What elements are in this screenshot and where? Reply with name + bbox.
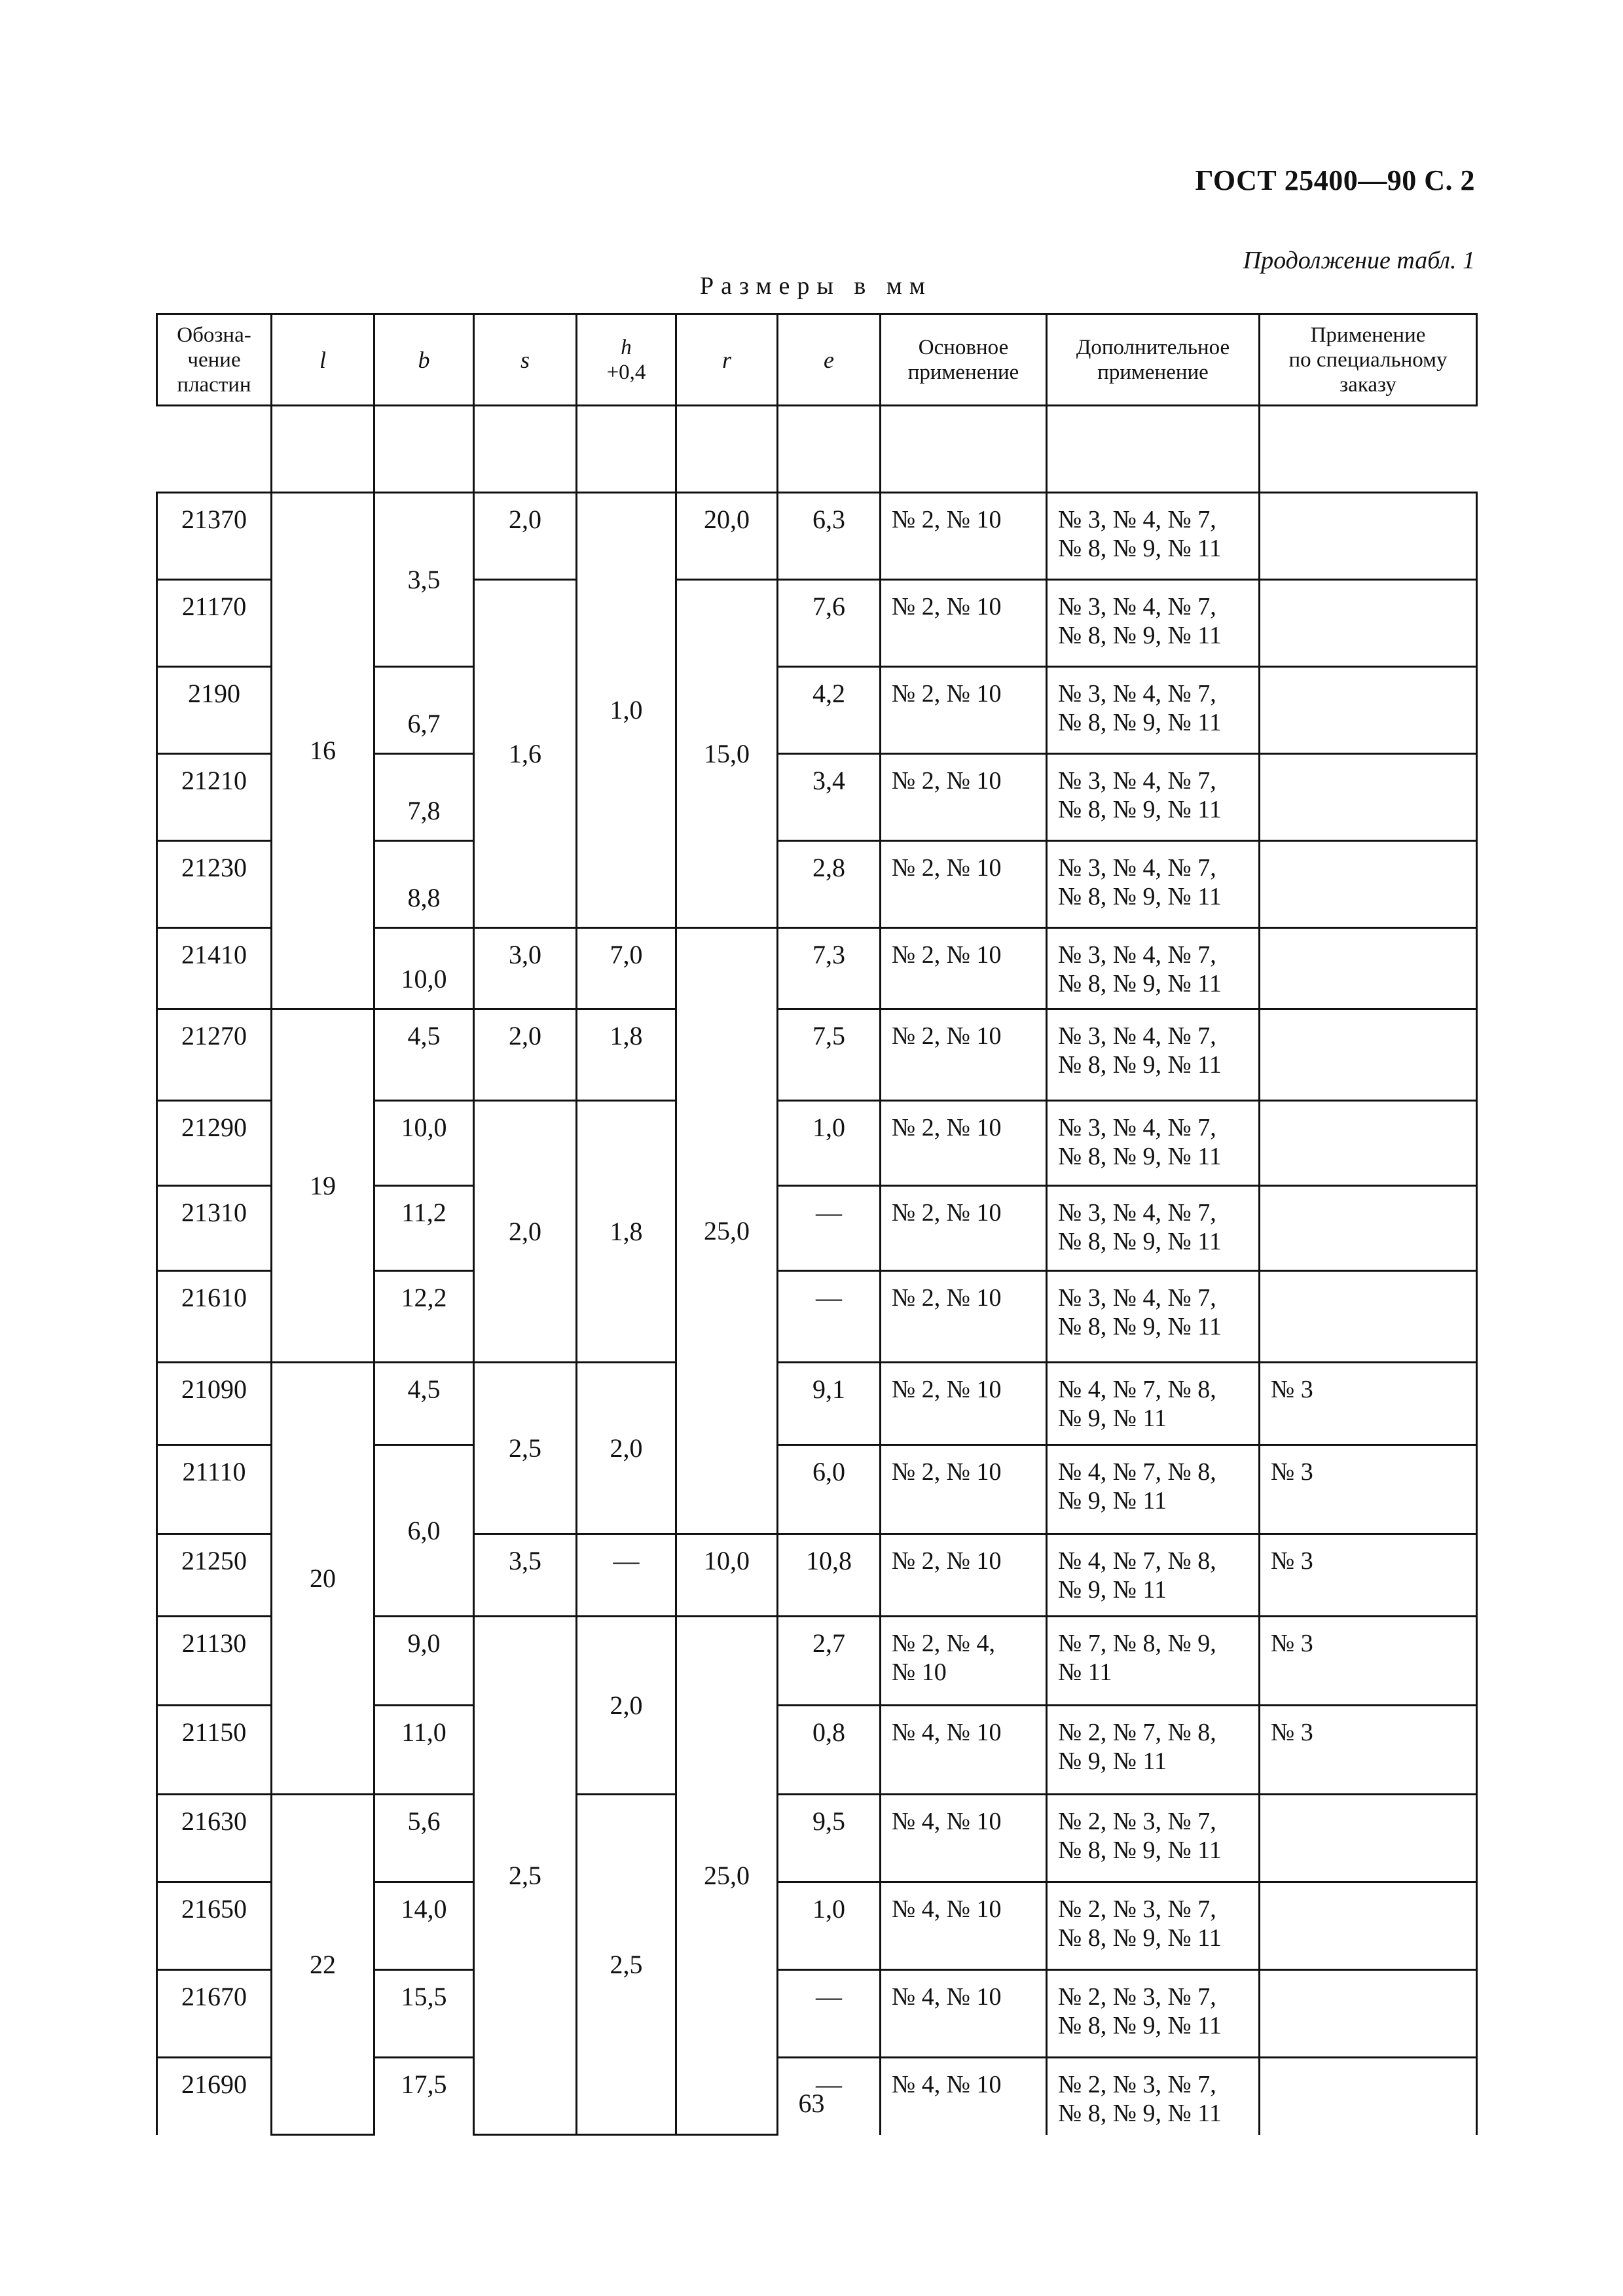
cell-h: 1,8	[577, 1101, 676, 1363]
cell-designation: 21690	[157, 2058, 272, 2135]
cell-b: 4,5	[374, 1009, 474, 1101]
cell-basic-application: № 2, № 10	[881, 1009, 1047, 1101]
cell-e: 7,6	[778, 580, 881, 667]
cell-h: 1,8	[577, 1009, 676, 1101]
cell-s: 2,5	[474, 1617, 577, 2135]
cell-designation: 2190	[157, 667, 272, 754]
cell-l: 16	[272, 493, 374, 1009]
cell-e: 9,5	[778, 1795, 881, 1882]
col-header-designation: Обозна- чение пластин	[157, 314, 272, 406]
cell-e: —	[778, 1970, 881, 2058]
table-row	[157, 1363, 1477, 1445]
cell-basic-application: № 2, № 4, № 10	[881, 1617, 1047, 1706]
col-header-h-symbol: h	[621, 335, 632, 359]
col-header-additional: Дополнительное применение	[1047, 314, 1260, 406]
cell-e: 6,0	[778, 1445, 881, 1534]
cell-basic-application: № 4, № 10	[881, 1706, 1047, 1795]
cell-special-order: № 3	[1260, 1617, 1477, 1706]
cell-designation: 21310	[157, 1186, 272, 1271]
cell-basic-application: № 2, № 10	[881, 1186, 1047, 1271]
cell-e: 3,4	[778, 754, 881, 841]
cell-b: 11,0	[374, 1706, 474, 1795]
cell-additional-application: № 4, № 7, № 8, № 9, № 11	[1047, 1445, 1260, 1534]
cell-designation: 21110	[157, 1445, 272, 1534]
col-header-special: Применение по специальному заказу	[1260, 314, 1477, 406]
col-header-s: s	[474, 314, 577, 406]
cell-e: 0,8	[778, 1706, 881, 1795]
cell-basic-application: № 2, № 10	[881, 754, 1047, 841]
cell-special-order	[1260, 1101, 1477, 1186]
cell-designation: 21210	[157, 754, 272, 841]
cell-designation: 21290	[157, 1101, 272, 1186]
cell-basic-application: № 2, № 10	[881, 1363, 1047, 1445]
cell-b: 17,5	[374, 2058, 474, 2135]
cell-e: 1,0	[778, 1882, 881, 1970]
cell-additional-application: № 3, № 4, № 7, № 8, № 9, № 11	[1047, 1186, 1260, 1271]
cell-s: 2,0	[474, 1101, 577, 1363]
cell-s: 1,6	[474, 580, 577, 928]
cell-special-order	[1260, 1186, 1477, 1271]
cell-additional-application: № 3, № 4, № 7, № 8, № 9, № 11	[1047, 1009, 1260, 1101]
cell-e: 7,3	[778, 928, 881, 1009]
cell-designation: 21170	[157, 580, 272, 667]
cell-basic-application: № 4, № 10	[881, 1970, 1047, 2058]
cell-designation: 21270	[157, 1009, 272, 1101]
cell-b: 11,2	[374, 1186, 474, 1271]
col-header-basic: Основное применение	[881, 314, 1047, 406]
cell-b: 15,5	[374, 1970, 474, 2058]
cell-designation: 21370	[157, 493, 272, 580]
cell-l: 20	[272, 1363, 374, 1795]
cell-designation: 21630	[157, 1795, 272, 1882]
cell-h: 7,0	[577, 928, 676, 1009]
cell-special-order	[1260, 928, 1477, 1009]
cell-e: 2,8	[778, 841, 881, 928]
cell-e: —	[778, 1271, 881, 1363]
cell-additional-application: № 3, № 4, № 7, № 8, № 9, № 11	[1047, 754, 1260, 841]
cell-l: 22	[272, 1795, 374, 2135]
cell-special-order	[1260, 1009, 1477, 1101]
cell-special-order	[1260, 841, 1477, 928]
cell-additional-application: № 2, № 3, № 7, № 8, № 9, № 11	[1047, 2058, 1260, 2135]
cell-special-order	[1260, 1882, 1477, 1970]
table-row	[157, 1009, 1477, 1101]
table-row	[157, 493, 1477, 580]
cell-special-order	[1260, 1271, 1477, 1363]
cell-additional-application: № 2, № 3, № 7, № 8, № 9, № 11	[1047, 1882, 1260, 1970]
col-header-h-tolerance: +0,4	[606, 360, 646, 384]
cell-r: 20,0	[676, 493, 778, 580]
cell-additional-application: № 3, № 4, № 7, № 8, № 9, № 11	[1047, 667, 1260, 754]
cell-e: —	[778, 2058, 881, 2135]
cell-r: 10,0	[676, 1534, 778, 1617]
cell-additional-application: № 3, № 4, № 7, № 8, № 9, № 11	[1047, 580, 1260, 667]
cell-basic-application: № 2, № 10	[881, 667, 1047, 754]
cell-special-order	[1260, 754, 1477, 841]
cell-r: 15,0	[676, 580, 778, 928]
cell-basic-application: № 2, № 10	[881, 1271, 1047, 1363]
plates-table	[156, 313, 1478, 2136]
cell-special-order: № 3	[1260, 1534, 1477, 1617]
cell-basic-application: № 4, № 10	[881, 1795, 1047, 1882]
cell-b: 12,2	[374, 1271, 474, 1363]
cell-basic-application: № 2, № 10	[881, 1445, 1047, 1534]
document-header: ГОСТ 25400—90 С. 2	[1195, 164, 1475, 196]
cell-additional-application: № 3, № 4, № 7, № 8, № 9, № 11	[1047, 1271, 1260, 1363]
cell-h: 1,0	[577, 493, 676, 928]
col-header-h	[577, 314, 676, 406]
cell-e: 7,5	[778, 1009, 881, 1101]
cell-special-order	[1260, 580, 1477, 667]
col-header-r: r	[676, 314, 778, 406]
cell-special-order	[1260, 1970, 1477, 2058]
cell-additional-application: № 3, № 4, № 7, № 8, № 9, № 11	[1047, 493, 1260, 580]
cell-e: 6,3	[778, 493, 881, 580]
cell-e: 2,7	[778, 1617, 881, 1706]
cell-h: 2,0	[577, 1363, 676, 1534]
cell-e: 9,1	[778, 1363, 881, 1445]
cell-additional-application: № 3, № 4, № 7, № 8, № 9, № 11	[1047, 841, 1260, 928]
cell-e: 10,8	[778, 1534, 881, 1617]
table-row	[157, 1795, 1477, 1882]
cell-special-order: № 3	[1260, 1363, 1477, 1445]
cell-b: 4,5	[374, 1363, 474, 1445]
cell-h: —	[577, 1534, 676, 1617]
cell-additional-application: № 3, № 4, № 7, № 8, № 9, № 11	[1047, 928, 1260, 1009]
cell-additional-application: № 4, № 7, № 8, № 9, № 11	[1047, 1363, 1260, 1445]
cell-basic-application: № 2, № 10	[881, 1534, 1047, 1617]
cell-designation: 21650	[157, 1882, 272, 1970]
cell-s: 3,0	[474, 928, 577, 1009]
units-caption: Размеры в мм	[700, 272, 932, 300]
cell-b: 8,8	[374, 841, 474, 928]
table-continuation-note: Продолжение табл. 1	[1243, 247, 1475, 274]
cell-special-order: № 3	[1260, 1445, 1477, 1534]
cell-b: 6,0	[374, 1445, 474, 1617]
cell-s: 2,0	[474, 1009, 577, 1101]
cell-r: 25,0	[676, 928, 778, 1534]
cell-designation: 21230	[157, 841, 272, 928]
cell-designation: 21250	[157, 1534, 272, 1617]
cell-additional-application: № 2, № 7, № 8, № 9, № 11	[1047, 1706, 1260, 1795]
cell-b: 14,0	[374, 1882, 474, 1970]
cell-h: 2,5	[577, 1795, 676, 2135]
cell-basic-application: № 2, № 10	[881, 580, 1047, 667]
col-header-l: l	[272, 314, 374, 406]
cell-basic-application: № 4, № 10	[881, 2058, 1047, 2135]
cell-e: —	[778, 1186, 881, 1271]
cell-basic-application: № 4, № 10	[881, 1882, 1047, 1970]
cell-h: 2,0	[577, 1617, 676, 1795]
cell-designation: 21610	[157, 1271, 272, 1363]
cell-additional-application: № 2, № 3, № 7, № 8, № 9, № 11	[1047, 1795, 1260, 1882]
cell-designation: 21090	[157, 1363, 272, 1445]
cell-special-order	[1260, 1795, 1477, 1882]
cell-s: 2,0	[474, 493, 577, 580]
cell-basic-application: № 2, № 10	[881, 841, 1047, 928]
cell-b: 10,0	[374, 928, 474, 1009]
cell-b: 10,0	[374, 1101, 474, 1186]
cell-designation: 21150	[157, 1706, 272, 1795]
cell-basic-application: № 2, № 10	[881, 1101, 1047, 1186]
cell-s: 3,5	[474, 1534, 577, 1617]
cell-designation: 21130	[157, 1617, 272, 1706]
cell-special-order	[1260, 667, 1477, 754]
col-header-b: b	[374, 314, 474, 406]
cell-b: 7,8	[374, 754, 474, 841]
col-header-e: e	[778, 314, 881, 406]
cell-l: 19	[272, 1009, 374, 1363]
cell-additional-application: № 7, № 8, № 9, № 11	[1047, 1617, 1260, 1706]
cell-designation: 21410	[157, 928, 272, 1009]
cell-additional-application: № 2, № 3, № 7, № 8, № 9, № 11	[1047, 1970, 1260, 2058]
cell-b: 9,0	[374, 1617, 474, 1706]
cell-special-order: № 3	[1260, 1706, 1477, 1795]
cell-additional-application: № 3, № 4, № 7, № 8, № 9, № 11	[1047, 1101, 1260, 1186]
page-number: 63	[798, 2089, 825, 2118]
cell-b: 5,6	[374, 1795, 474, 1882]
cell-special-order	[1260, 493, 1477, 580]
cell-e: 1,0	[778, 1101, 881, 1186]
cell-b: 6,7	[374, 667, 474, 754]
cell-additional-application: № 4, № 7, № 8, № 9, № 11	[1047, 1534, 1260, 1617]
cell-s: 2,5	[474, 1363, 577, 1534]
cell-r: 25,0	[676, 1617, 778, 2135]
cell-b: 3,5	[374, 493, 474, 667]
cell-e: 4,2	[778, 667, 881, 754]
cell-designation: 21670	[157, 1970, 272, 2058]
cell-basic-application: № 2, № 10	[881, 928, 1047, 1009]
cell-basic-application: № 2, № 10	[881, 493, 1047, 580]
